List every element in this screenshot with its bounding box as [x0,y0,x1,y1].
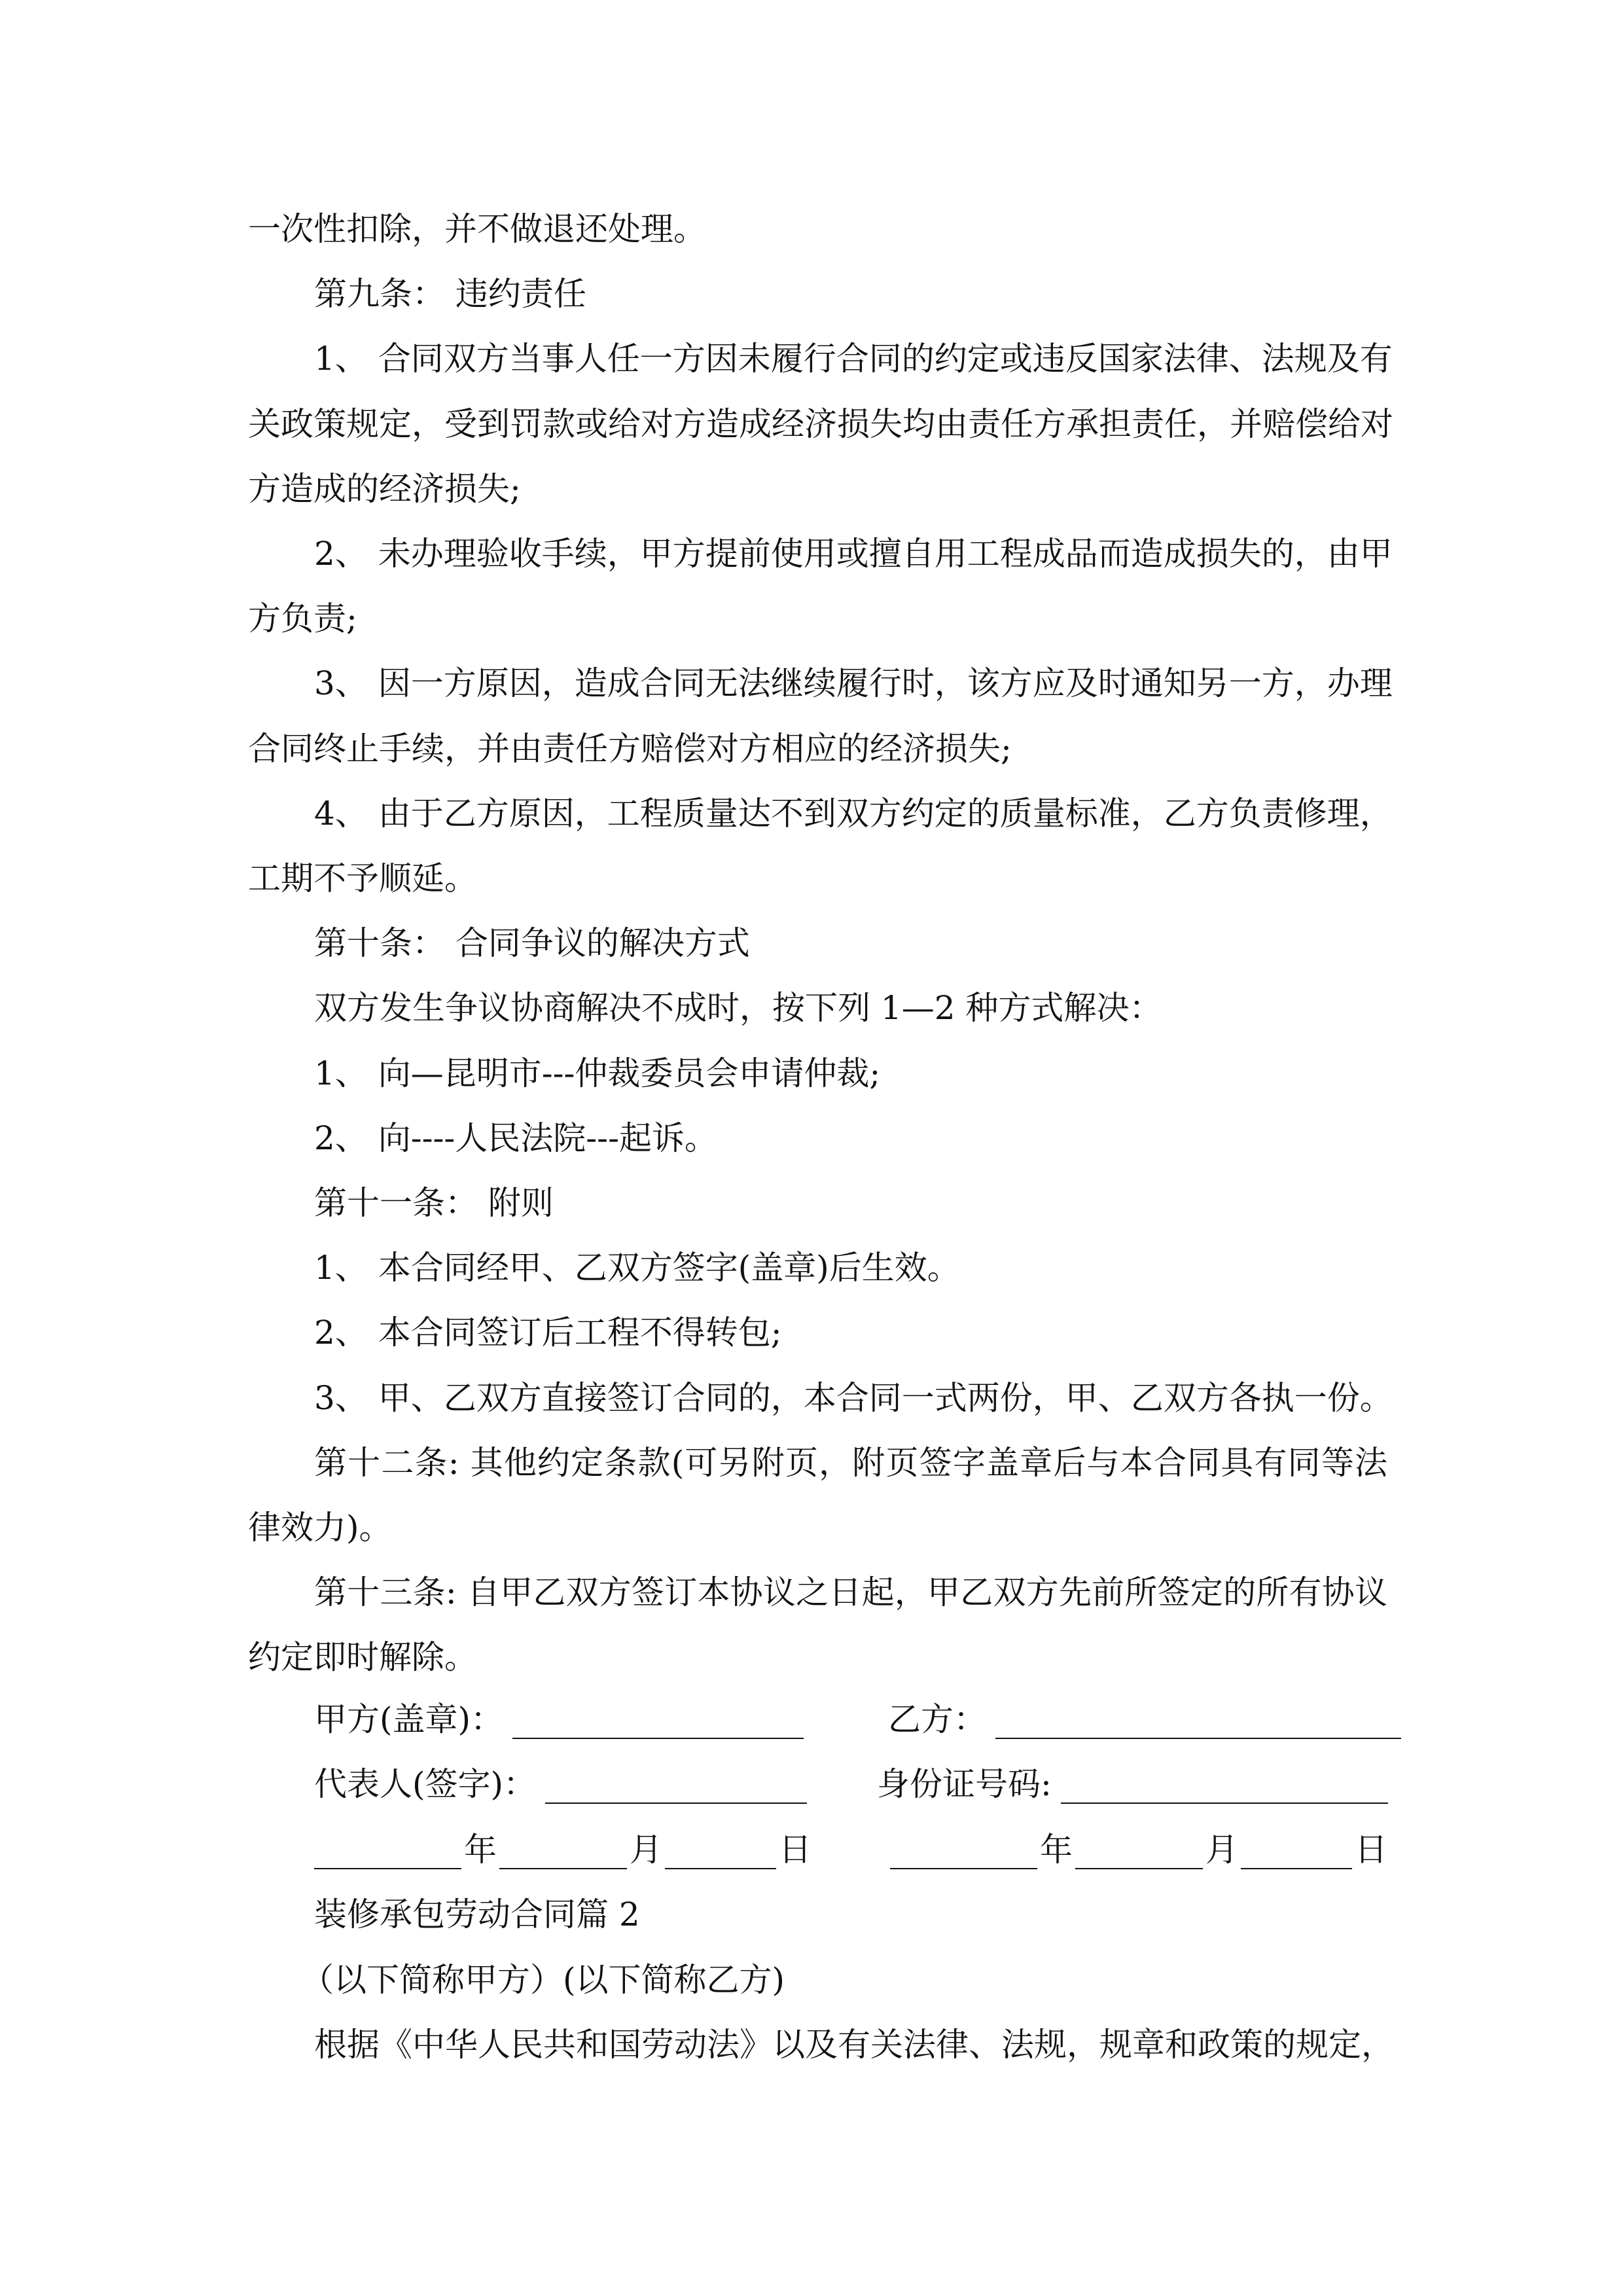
year-label: 年 [464,1831,497,1869]
paragraph-line: 2、 本合同签订后工程不得转包; [314,1314,782,1352]
paragraph-line: 2、 向----人民法院---起诉。 [314,1119,717,1157]
paragraph-line: 2、 未办理验收手续，甲方提前使用或擅自用工程成品而造成损失的，由甲 [314,535,1393,573]
party-a-day-blank[interactable] [665,1837,776,1869]
party-b-label: 乙方： [888,1700,986,1738]
representative-label: 代表人(签字)： [314,1765,537,1803]
paragraph-line: 1、 本合同经甲、乙双方签字(盖章)后生效。 [314,1249,960,1287]
signature-row-date [314,1830,1387,1869]
signature-row-representative [314,1765,1387,1804]
party-a-month-blank[interactable] [499,1837,627,1869]
paragraph-line: 1、 向—昆明市---仲裁委员会申请仲裁; [314,1054,881,1092]
id-number-label: 身份证号码: [877,1765,1052,1803]
month-label: 月 [1205,1831,1238,1869]
paragraph-line: 方造成的经济损失; [248,469,521,508]
paragraph-line: 第十三条: 自甲乙双方签订本协议之日起，甲乙双方先前所签定的所有协议 [314,1573,1387,1612]
paragraph-line: 3、 甲、乙双方直接签订合同的，本合同一式两份，甲、乙双方各执一份。 [314,1378,1393,1417]
paragraph-line: 工期不予顺延。 [248,859,477,897]
party-b-blank[interactable] [995,1706,1401,1739]
paragraph-line: 第九条： 违约责任 [314,275,586,314]
signature-row-party [314,1700,1387,1739]
party-b-day-blank[interactable] [1241,1837,1352,1869]
section2-parties: （以下简称甲方）(以下简称乙方) [301,1961,785,1999]
paragraph-line: 约定即时解除。 [248,1638,477,1677]
party-b-month-blank[interactable] [1075,1837,1203,1869]
paragraph-line: 第十条： 合同争议的解决方式 [314,924,750,963]
party-a-label: 甲方(盖章)： [314,1700,504,1738]
paragraph-line: 双方发生争议协商解决不成时，按下列 1—2 种方式解决： [314,989,1162,1028]
paragraph-line: 关政策规定，受到罚款或给对方造成经济损失均由责任方承担责任，并赔偿给对 [248,404,1393,443]
paragraph-line: 3、 因一方原因，造成合同无法继续履行时，该方应及时通知另一方，办理 [314,664,1393,703]
day-label: 日 [1355,1831,1387,1869]
paragraph-line: 第十一条： 附则 [314,1184,554,1222]
year-label: 年 [1040,1831,1073,1869]
section2-intro: 根据《中华人民共和国劳动法》以及有关法律、法规，规章和政策的规定， [314,2026,1394,2064]
paragraph-line: 方负责; [248,600,357,638]
paragraph-line: 一次性扣除，并不做退还处理。 [248,210,706,248]
paragraph-line: 1、 合同双方当事人任一方因未履行合同的约定或违反国家法律、法规及有 [314,340,1393,378]
representative-blank[interactable] [545,1771,807,1804]
month-label: 月 [630,1831,662,1869]
id-number-blank[interactable] [1061,1771,1388,1804]
paragraph-line: 第十二条: 其他约定条款(可另附页，附页签字盖章后与本合同具有同等法 [314,1443,1387,1482]
day-label: 日 [779,1831,812,1869]
paragraph-line: 律效力)。 [248,1509,392,1547]
party-a-blank[interactable] [512,1706,804,1739]
party-b-year-blank[interactable] [890,1837,1037,1869]
party-a-year-blank[interactable] [314,1837,461,1869]
paragraph-line: 合同终止手续，并由责任方赔偿对方相应的经济损失; [248,729,1012,768]
section2-title: 装修承包劳动合同篇 2 [314,1895,640,1933]
paragraph-line: 4、 由于乙方原因，工程质量达不到双方约定的质量标准，乙方负责修理， [314,794,1393,833]
